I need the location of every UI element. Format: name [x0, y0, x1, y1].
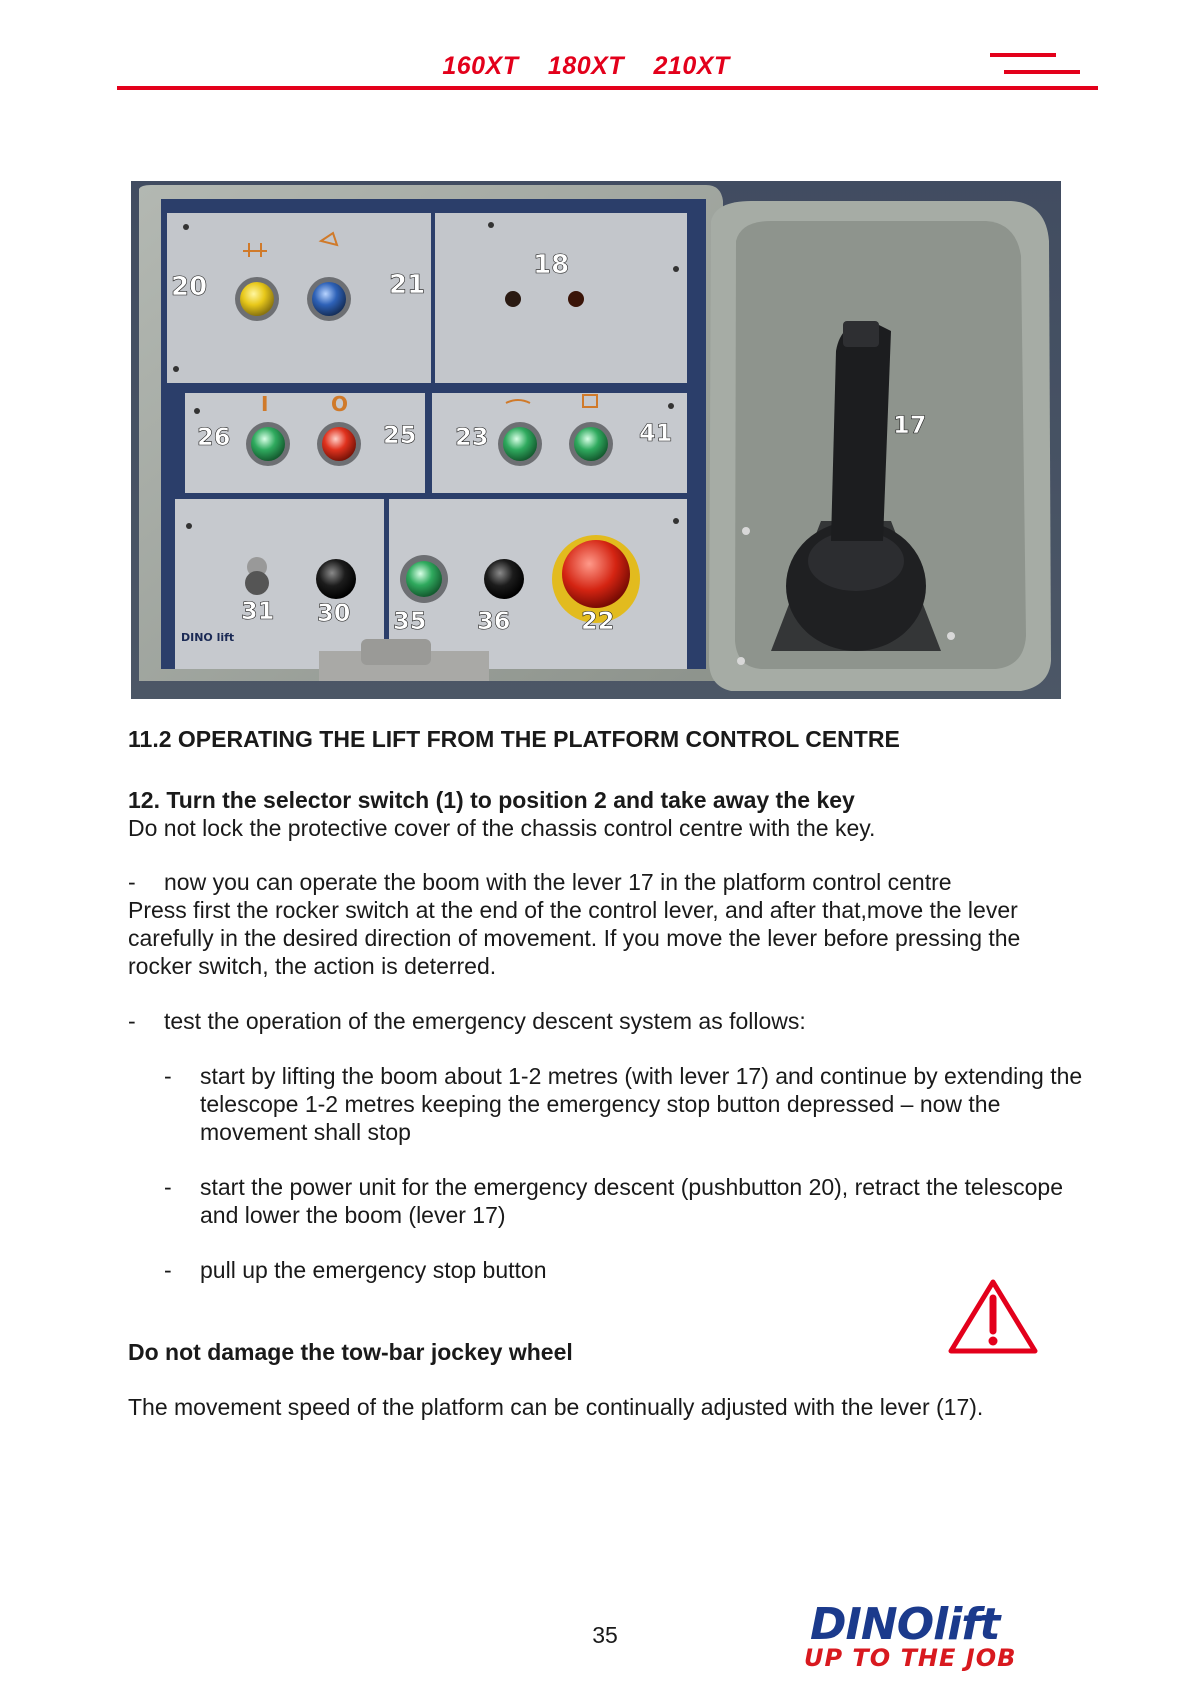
switch-on-mark: I	[261, 392, 269, 416]
page-number: 35	[592, 1622, 618, 1648]
label-35: 35	[393, 607, 427, 635]
sub-item-1	[164, 1062, 1094, 1146]
label-25: 25	[383, 421, 417, 449]
section-heading: 11.2 OPERATING THE LIFT FROM THE PLATFORM CONTROL CENTRE	[128, 726, 900, 752]
sub-item-dash: -	[164, 1257, 172, 1283]
logo-tagline: UP TO THE JOB	[804, 1644, 1017, 1672]
control-panel-photo	[131, 181, 1061, 699]
bullet-2-text: test the operation of the emergency descent system as follows:	[164, 1008, 806, 1034]
panel-brand: DINO lift	[181, 631, 235, 644]
switch-off-mark: O	[331, 392, 349, 416]
sub-item-text: start by lifting the boom about 1-2 metres (with lever 17) and continue by extending the telescope 1-2 metres keeping the emergency stop button depressed – now the movement shall stop	[200, 1063, 1083, 1145]
logo-wordmark: DINOlift	[810, 1599, 1000, 1650]
bullet-1-text: now you can operate the boom with the lever 17 in the platform control centre	[164, 869, 952, 895]
bullet-2	[128, 1007, 1088, 1035]
header-models: 160XT 180XT 210XT	[442, 52, 730, 80]
closing-text: The movement speed of the platform can be continually adjusted with the lever (17).	[128, 1394, 984, 1420]
label-20: 20	[171, 272, 208, 302]
bullet-1-first-line	[128, 868, 1088, 896]
label-22: 22	[581, 607, 615, 635]
label-36: 36	[477, 607, 511, 635]
sub-item-dash: -	[164, 1063, 172, 1089]
label-18: 18	[533, 250, 570, 280]
header-mark	[990, 53, 1056, 57]
step-12-text: Do not lock the protective cover of the chassis control centre with the key.	[128, 815, 876, 841]
label-23: 23	[455, 423, 489, 451]
bullet-dash: -	[128, 869, 136, 895]
warning-text: Do not damage the tow-bar jockey wheel	[128, 1339, 573, 1365]
bullet-1-paragraph: Press first the rocker switch at the end of the control lever, and after that,move the lever carefully in the desired direction of movement. If you move the lever before pressing the rocker switch, the action is deterred.	[128, 897, 1021, 979]
label-17: 17	[893, 411, 927, 439]
header-rule	[117, 86, 1098, 90]
bullet-dash: -	[128, 1008, 136, 1034]
label-21: 21	[389, 270, 426, 300]
label-31: 31	[241, 597, 275, 625]
step-12-heading: 12. Turn the selector switch (1) to position 2 and take away the key	[128, 787, 855, 813]
sub-item-dash: -	[164, 1174, 172, 1200]
label-26: 26	[197, 423, 231, 451]
sub-item-text: pull up the emergency stop button	[200, 1257, 547, 1283]
sub-item-2	[164, 1173, 1094, 1229]
header-mark	[1004, 70, 1080, 74]
sub-item-text: start the power unit for the emergency descent (pushbutton 20), retract the telescope and lower the boom (lever 17)	[200, 1174, 1063, 1228]
dinolift-logo	[800, 1600, 1020, 1670]
label-30: 30	[317, 599, 351, 627]
label-41: 41	[639, 419, 673, 447]
